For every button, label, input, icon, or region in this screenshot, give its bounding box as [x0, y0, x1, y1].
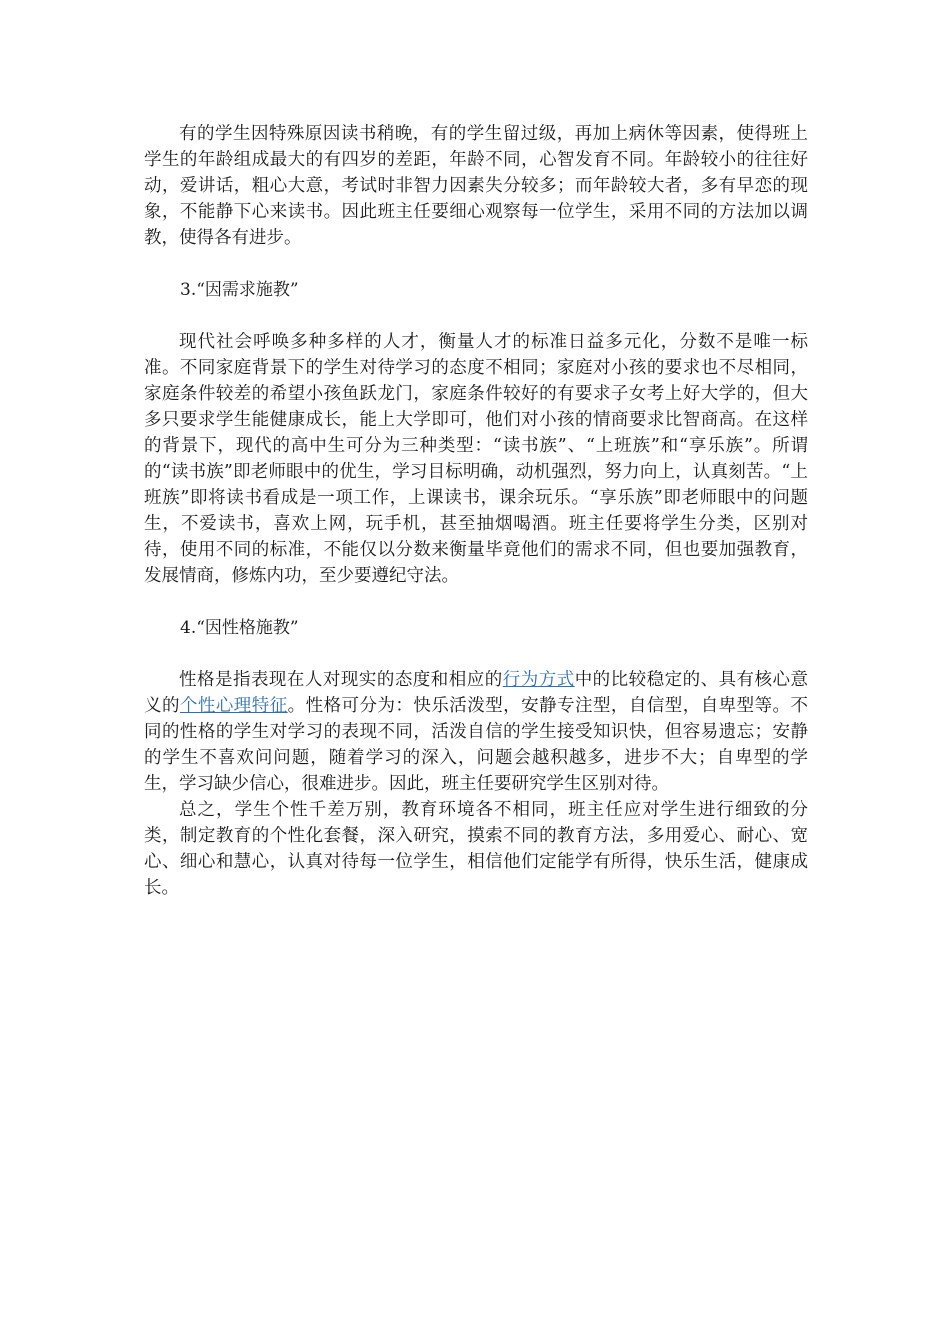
heading-needs-based-teaching: 3.“因需求施教” — [180, 280, 299, 300]
paragraph-age-differences: 有的学生因特殊原因读书稍晚，有的学生留过级，再加上病休等因素，使得班上学生的年龄组成最大的有四岁的差距，年龄不同，心智发育不同。年龄较小的往往好动，爱讲话，粗心大意，考试时非智力因素失分较多；而年龄较大者，多有早恋的现象，不能静下心来读书。因此班主任要细心观察每一位学生，采用不同的方法加以调教，使得各有进步。 — [144, 124, 808, 248]
paragraph-text: 。性格可分为：快乐活泼型，安静专注型，自信型，自卑型等。不同的性格的学生对学习的表现不同，活泼自信的学生接受知识快，但容易遗忘；安静的学生不喜欢问问题，随着学习的深入，问题会越积越多，进步不大；自卑型的学生，学习缺少信心，很难进步。因此，班主任要研究学生区别对待。 — [144, 696, 809, 794]
spacer — [144, 589, 808, 615]
paragraph-text: 性格是指表现在人对现实的态度和相应的 — [179, 670, 503, 690]
paragraph-text: 中的比较稳定的、具有核心意义的 — [144, 670, 809, 716]
heading-personality-based-teaching: 4.“因性格施教” — [180, 618, 299, 638]
spacer — [144, 251, 808, 277]
link-behavior-pattern[interactable]: 行为方式 — [502, 670, 575, 690]
paragraph-personality-based-teaching — [144, 667, 808, 797]
link-personality-traits[interactable]: 个性心理特征 — [179, 696, 288, 716]
document-page — [144, 121, 808, 901]
paragraph-conclusion: 总之，学生个性千差万别，教育环境各不相同，班主任应对学生进行细致的分类，制定教育的个性化套餐，深入研究，摸索不同的教育方法，多用爱心、耐心、宽心、细心和慧心，认真对待每一位学生，相信他们定能学有所得，快乐生活，健康成长。 — [144, 800, 808, 898]
paragraph-needs-based-teaching: 现代社会呼唤多种多样的人才，衡量人才的标准日益多元化，分数不是唯一标准。不同家庭背景下的学生对待学习的态度不相同；家庭对小孩的要求也不尽相同，家庭条件较差的希望小孩鱼跃龙门，家庭条件较好的有要求子女考上好大学的，但大多只要求学生能健康成长，能上大学即可，他们对小孩的情商要求比智商高。在这样的背景下，现代的高中生可分为三种类型：“读书族”、“上班族”和“享乐族”。所谓的“读书族”即老师眼中的优生，学习目标明确，动机强烈，努力向上，认真刻苦。“上班族”即将读书看成是一项工作，上课读书，课余玩乐。“享乐族”即老师眼中的问题生，不爱读书，喜欢上网，玩手机，甚至抽烟喝酒。班主任要将学生分类，区别对待，使用不同的标准，不能仅以分数来衡量毕竟他们的需求不同，但也要加强教育，发展情商，修炼内功，至少要遵纪守法。 — [144, 332, 808, 586]
spacer — [144, 303, 808, 329]
spacer — [144, 641, 808, 667]
